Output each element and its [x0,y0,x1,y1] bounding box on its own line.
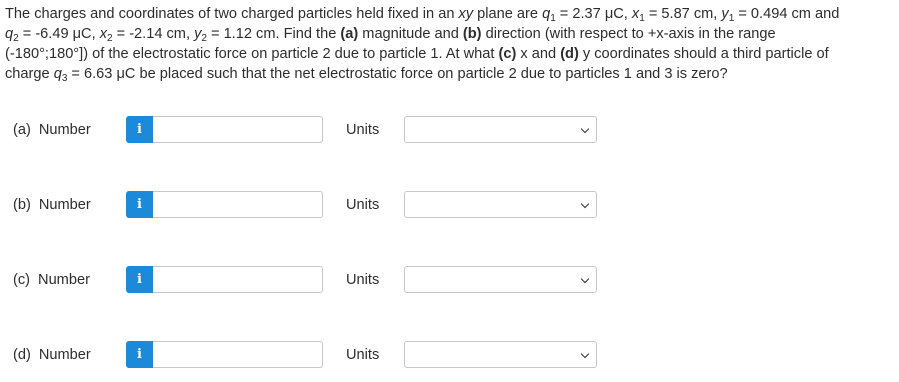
part-label: (b) [13,197,31,213]
info-icon: i [137,122,142,137]
number-label: Number [38,347,91,363]
number-label: Number [38,197,91,213]
question-text: The charges and coordinates of two charged particles held fixed in an xy plane are $q_1 = 2.37$ μC, $x_1 = 5.87$ cm, $y_1 = 0.494$ cm and $q_2 = -6.49$ μC, $x_2 = -2.14$ cm, $y_2 = 1.12$ cm. Find the (a) magnitude and (b) direction (with respect to +x-axis in the range (-180°;180°]) of the electrostatic force on particle 2 due to particle 1. At what (c) x and (d) y coordinates should a third particle of charge $q_3 = 6.63$ μC be placed such that the net electrostatic force on particle 2 due to particles 1 and 3 is zero? [5,6,840,84]
info-icon: i [137,272,142,287]
units-dropdown-a[interactable] [404,116,597,143]
answer-row-a [0,114,899,148]
chevron-down-icon [581,350,589,358]
row-label [13,122,91,138]
number-input-a[interactable] [153,116,323,143]
row-label [13,347,91,363]
number-label: Number [38,272,90,288]
number-label: Number [38,122,91,138]
units-label: Units [346,122,380,138]
units-label: Units [346,347,380,363]
answer-row-b [0,189,899,223]
units-label: Units [346,197,380,213]
part-label: (d) [13,347,31,363]
units-dropdown-c[interactable] [404,266,597,293]
info-button[interactable] [126,116,153,143]
row-label [13,197,91,213]
row-label [13,272,90,288]
info-button[interactable] [126,341,153,368]
part-label: (c) [13,272,31,288]
chevron-down-icon [581,125,589,133]
units-label: Units [346,272,380,288]
answer-row-d [0,339,899,373]
info-button[interactable] [126,191,153,218]
units-dropdown-d[interactable] [404,341,597,368]
info-icon: i [137,347,142,362]
chevron-down-icon [581,200,589,208]
units-dropdown-b[interactable] [404,191,597,218]
answer-row-c [0,264,899,298]
info-button[interactable] [126,266,153,293]
part-label: (a) [13,122,31,138]
number-input-c[interactable] [153,266,323,293]
number-input-d[interactable] [153,341,323,368]
chevron-down-icon [581,275,589,283]
number-input-b[interactable] [153,191,323,218]
info-icon: i [137,197,142,212]
